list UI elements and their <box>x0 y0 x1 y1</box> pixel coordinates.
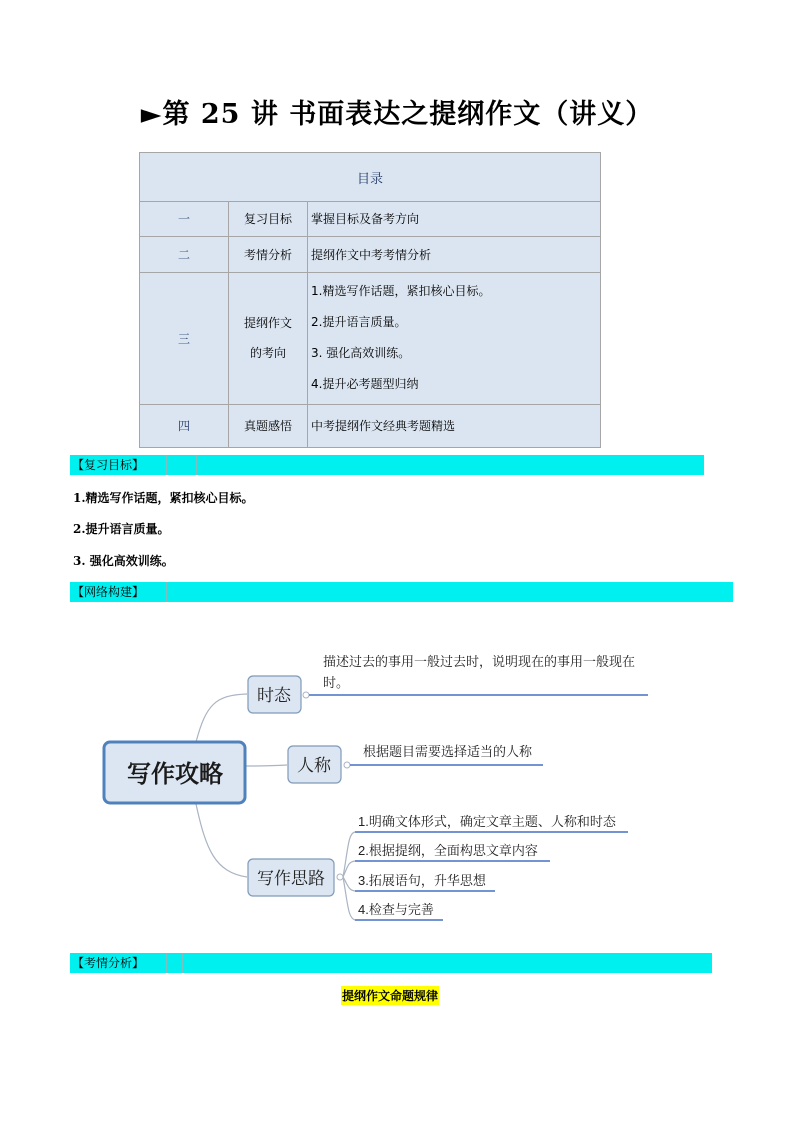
mindmap-branch-label: 时态 <box>257 686 291 705</box>
mindmap-handle <box>337 874 343 880</box>
review-item: 3. 强化高效训练。 <box>73 554 174 568</box>
page-title: ►第 25 讲 书面表达之提纲作文（讲义） <box>140 99 654 130</box>
section-band-analysis <box>70 953 712 973</box>
mindmap-note: 描述过去的事用一般过去时，说明现在的事用一般现在 <box>323 654 636 669</box>
mindmap-subconnectors <box>343 832 355 920</box>
toc-description: 掌握目标及备考方向 <box>308 202 601 236</box>
review-item: 2.提升语言质量。 <box>73 522 170 536</box>
mindmap-center-label: 写作攻略 <box>127 761 223 788</box>
toc-category: 真题感悟 <box>229 404 308 447</box>
mindmap-note: 3.拓展语句，升华思想 <box>358 873 486 888</box>
toc-num: 四 <box>140 404 229 447</box>
section-label: 【复习目标】 <box>72 458 145 472</box>
toc-category: 考情分析 <box>229 236 308 272</box>
band-segment <box>166 953 183 973</box>
toc-num: 二 <box>140 236 229 272</box>
highlight-caption: 提纲作文命题规律 <box>341 986 439 1005</box>
mindmap-branch-label: 写作思路 <box>257 869 325 888</box>
toc-header: 目录 <box>140 153 601 202</box>
mindmap-note: 4.检查与完善 <box>358 902 434 917</box>
mindmap-handle <box>344 762 350 768</box>
mindmap-note: 根据题目需要选择适当的人称 <box>363 744 533 759</box>
toc-description-line: 3. 强化高效训练。 <box>311 346 411 361</box>
mindmap-note: 1.明确文体形式，确定文章主题、人称和时态 <box>358 814 616 829</box>
mindmap-handle <box>303 692 309 698</box>
mindmap-note: 2.根据提纲，全面构思文章内容 <box>358 843 538 858</box>
mindmap-branch-label: 人称 <box>297 756 331 775</box>
toc-num: 一 <box>140 202 229 236</box>
toc-description-line: 4.提升必考题型归纳 <box>311 377 419 392</box>
toc-description: 中考提纲作文经典考题精选 <box>308 404 601 447</box>
toc-category-line: 提纲作文 <box>243 316 292 331</box>
section-label: 【考情分析】 <box>72 956 145 970</box>
toc-category-line: 的考向 <box>249 346 286 361</box>
toc-description-line: 1.精选写作话题，紧扣核心目标。 <box>311 284 491 299</box>
toc-description: 提纲作文中考考情分析 <box>308 236 601 272</box>
toc-category: 复习目标 <box>229 202 308 236</box>
review-item: 1.精选写作话题，紧扣核心目标。 <box>73 491 254 505</box>
toc-num: 三 <box>140 272 229 404</box>
toc-description-line: 2.提升语言质量。 <box>311 315 407 330</box>
section-label: 【网络构建】 <box>72 585 145 599</box>
mindmap-note: 时。 <box>323 675 350 690</box>
